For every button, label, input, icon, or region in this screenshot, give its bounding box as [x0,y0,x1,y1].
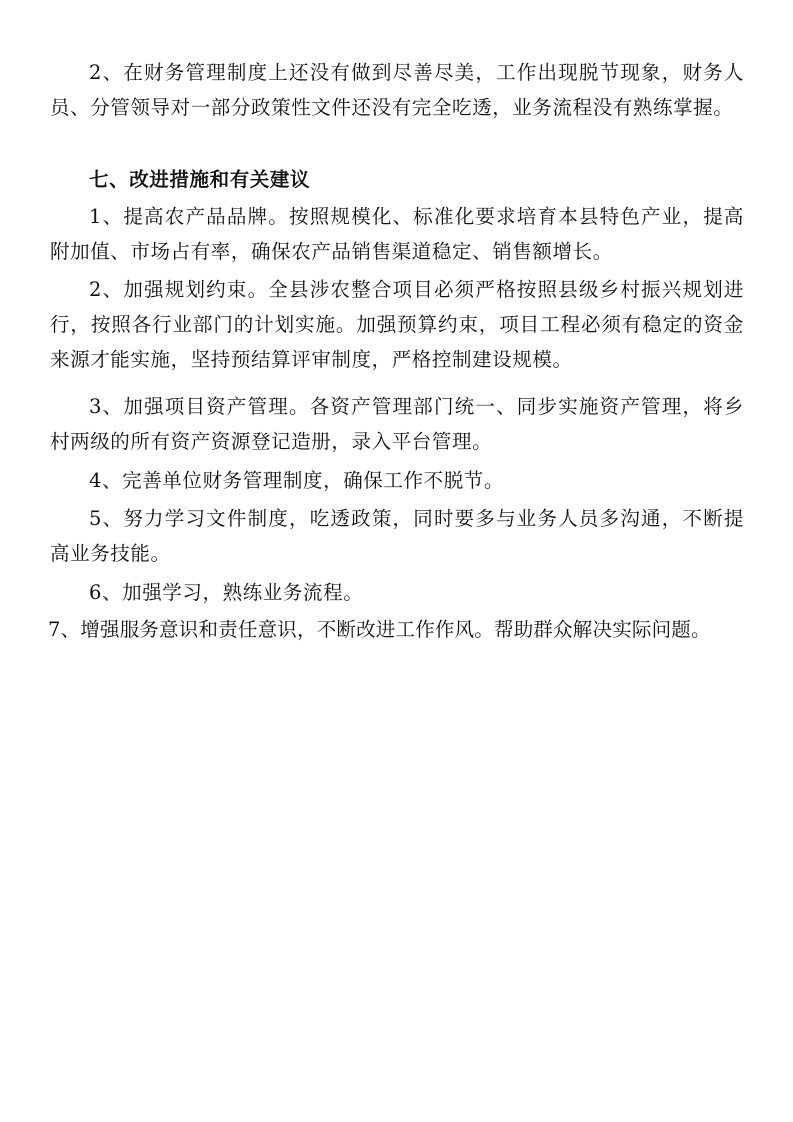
measure-item-3: 3、加强项目资产管理。各资产管理部门统一、同步实施资产管理，将乡村两级的所有资产资源登记造册，录入平台管理。 [50,395,744,453]
measure-item-1: 1、提高农产品品牌。按照规模化、标准化要求培育本县特色产业，提高附加值、市场占有率，确保农产品销售渠道稳定、销售额增长。 [50,205,744,263]
section-heading: 七、改进措施和有关建议 [89,168,311,191]
measure-item-4: 4、完善单位财务管理制度，确保工作不脱节。 [89,469,505,492]
measure-item-2: 2、加强规划约束。全县涉农整合项目必须严格按照县级乡村振兴规划进行，按照各行业部门的计划实施。加强预算约束，项目工程必须有稳定的资金来源才能实施，坚持预结算评审制度，严格控制建设规模。 [50,278,744,371]
measure-item-6: 6、加强学习，熟练业务流程。 [89,581,364,604]
measure-item-5: 5、努力学习文件制度，吃透政策，同时要多与业务人员多沟通，不断提高业务技能。 [50,507,744,565]
paragraph-finance-issue: 2、在财务管理制度上还没有做到尽善尽美，工作出现脱节现象，财务人员、分管领导对一部分政策性文件还没有完全吃透，业务流程没有熟练掌握。 [50,61,744,119]
measure-item-7: 7、增强服务意识和责任意识，不断改进工作作风。帮助群众解决实际问题。 [48,618,711,641]
